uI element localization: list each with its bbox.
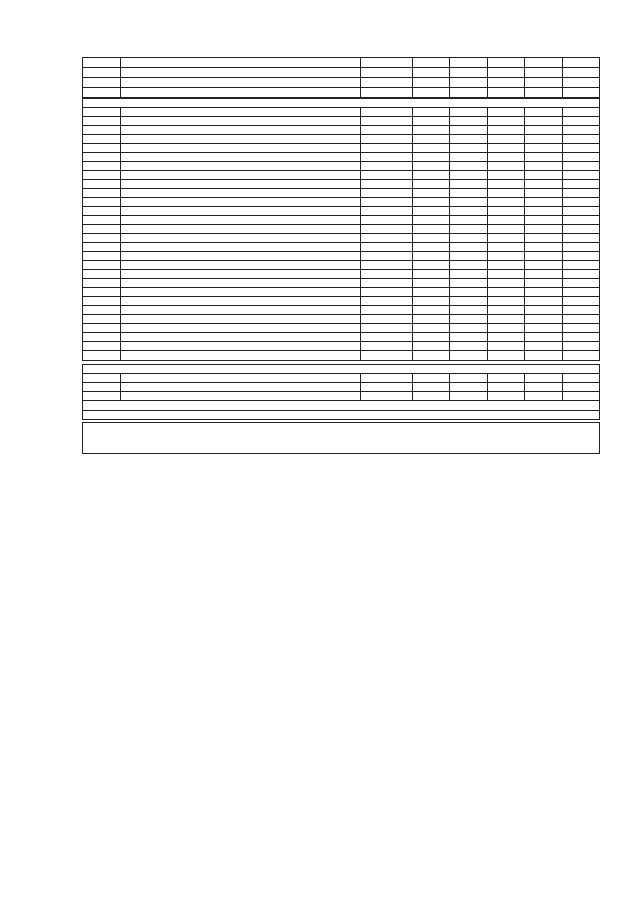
table-row (83, 144, 600, 153)
section-heading (83, 99, 600, 108)
table-row (83, 392, 600, 401)
table-row (83, 279, 600, 288)
table-row (83, 261, 600, 270)
table-row (83, 225, 600, 234)
table-row (83, 383, 600, 392)
table-row (83, 126, 600, 135)
table-row (83, 117, 600, 126)
scanned-document-page (82, 57, 600, 454)
table-row (83, 270, 600, 279)
table-row (83, 324, 600, 333)
table-row (83, 207, 600, 216)
section-heading (83, 365, 600, 374)
finance-table (82, 364, 600, 420)
section-heading (83, 411, 600, 420)
table-row (83, 189, 600, 198)
table-row (83, 243, 600, 252)
table-row (83, 88, 600, 98)
table-row (83, 333, 600, 342)
table-row (83, 68, 600, 78)
table-header-row (83, 374, 600, 383)
indicator-table-top (82, 57, 600, 98)
table-row (83, 351, 600, 361)
table-row (83, 297, 600, 306)
table-row (83, 252, 600, 261)
table-row (83, 198, 600, 207)
section-heading (83, 401, 600, 411)
table-row (83, 58, 600, 68)
table-row (83, 162, 600, 171)
table-row (83, 78, 600, 88)
table-row (83, 135, 600, 144)
table-row (83, 288, 600, 297)
table-row (83, 306, 600, 315)
main-volume-table (82, 98, 600, 361)
text-block (82, 422, 600, 454)
table-row (83, 171, 600, 180)
table-header-row (83, 108, 600, 117)
table-row (83, 153, 600, 162)
table-row (83, 234, 600, 243)
table-row (83, 180, 600, 189)
table-row (83, 216, 600, 225)
table-row (83, 315, 600, 324)
table-row (83, 342, 600, 351)
